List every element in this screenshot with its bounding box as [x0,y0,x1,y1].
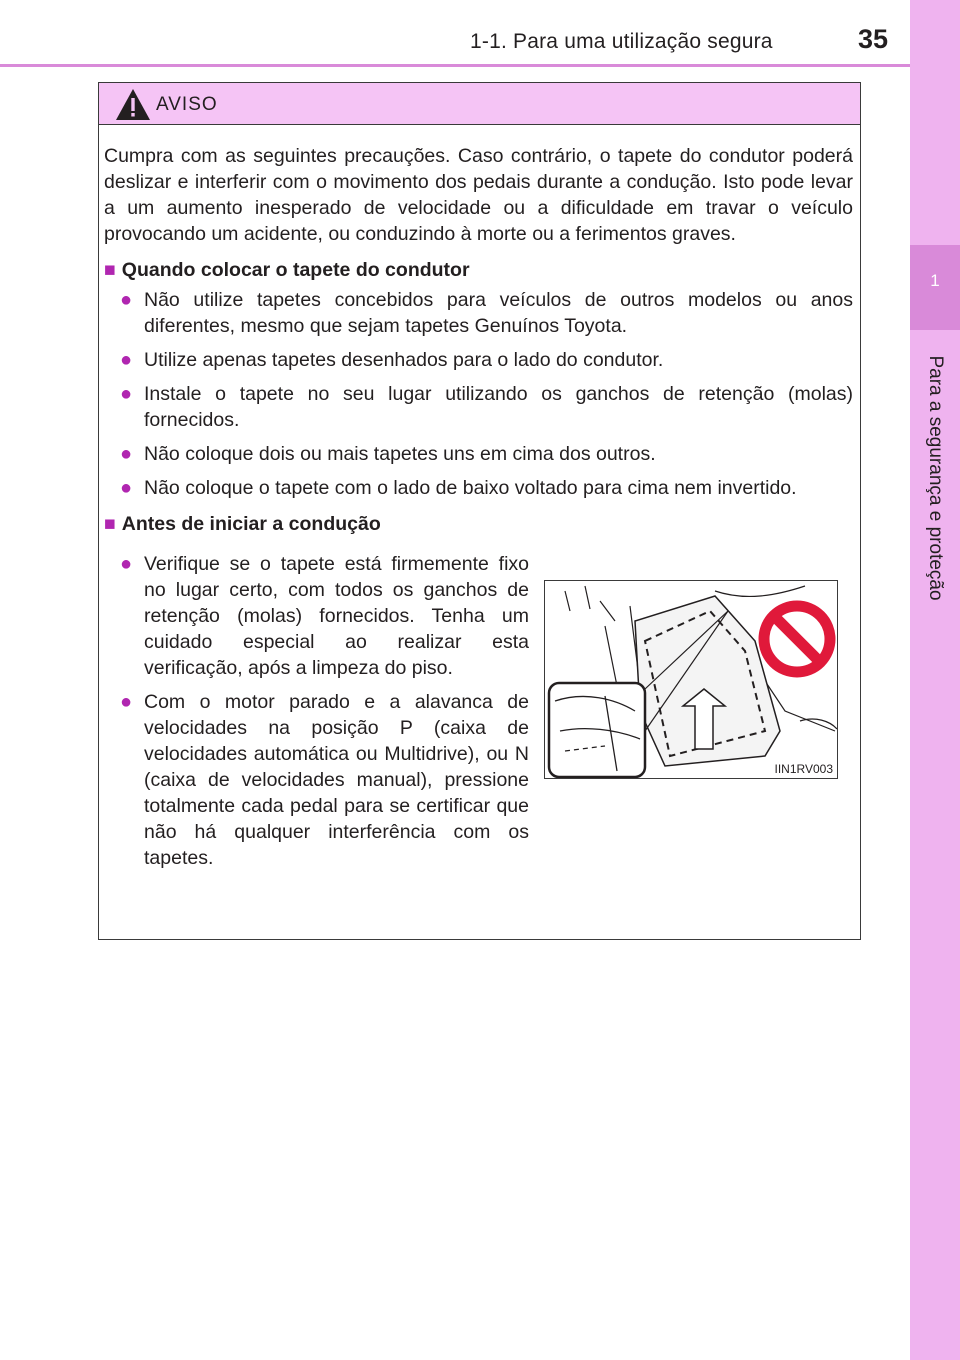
chapter-side-strip [910,0,960,1360]
chapter-tab[interactable] [910,245,960,330]
square-bullet-icon: ■ [104,259,116,281]
circle-bullet-icon: ● [120,349,133,371]
list-item: ● Instale o tapete no seu lugar utilizando os ganchos de retenção (molas) fornecidos. [120,383,853,431]
circle-bullet-icon: ● [120,289,133,311]
circle-bullet-icon: ● [120,443,133,465]
section-heading-text: Antes de iniciar a condução [121,513,381,535]
chapter-title: Para a segurança e proteção [925,355,946,601]
section-title: 1-1. Para uma utilização segura [470,30,773,53]
figure-code: IIN1RV003 [774,762,833,776]
bullet-list [104,287,853,501]
warning-intro: Cumpra com as seguintes precauções. Caso contrário, o tapete do condutor poderá deslizar e interferir com o movimento dos pedais durante a condução. Isto pode levar a um aumento inesperado de velocidade ou a dificuldade em travar o veículo provocando um acidente, ou conduzindo à morte ou a ferimentos graves. [104,145,853,245]
chapter-number: 1 [930,271,940,290]
list-item: ● Com o motor parado e a alavanca de velocidades na posição P (caixa de velocidades automática ou Multidrive), ou N (caixa de velocidades manual), pressione totalmente cada pedal para se certificar que não há qualquer interferência com os tapetes. [120,691,529,869]
section-heading [104,511,853,537]
section-heading-text: Quando colocar o tapete do condutor [121,259,470,281]
floor-mat-drawing [545,581,837,778]
floor-mat-illustration [544,580,838,779]
warning-title: AVISO [156,94,218,115]
header-rule [0,64,910,67]
square-bullet-icon: ■ [104,513,116,535]
list-item: ● Não coloque o tapete com o lado de baixo voltado para cima nem invertido. [120,477,797,499]
circle-bullet-icon: ● [120,477,133,499]
circle-bullet-icon: ● [120,383,133,405]
list-item: ● Verifique se o tapete está firmemente fixo no lugar certo, com todos os ganchos de retenção (molas) fornecidos. Tenha um cuidado especial ao realizar esta verificação, após a limpeza do piso. [120,553,529,679]
circle-bullet-icon: ● [120,691,133,713]
prohibition-sign-icon [764,606,830,672]
warning-header [99,83,860,125]
circle-bullet-icon: ● [120,553,133,575]
section-heading [104,257,853,283]
page-number: 35 [858,24,889,54]
warning-triangle-icon [114,87,152,123]
list-item: ● Não utilize tapetes concebidos para veículos de outros modelos ou anos diferentes, mesmo que sejam tapetes Genuínos Toyota. [120,289,853,337]
list-item: ● Utilize apenas tapetes desenhados para o lado do condutor. [120,349,664,371]
bullet-list [104,551,529,871]
warning-box [98,82,861,940]
list-item: ● Não coloque dois ou mais tapetes uns em cima dos outros. [120,443,656,465]
